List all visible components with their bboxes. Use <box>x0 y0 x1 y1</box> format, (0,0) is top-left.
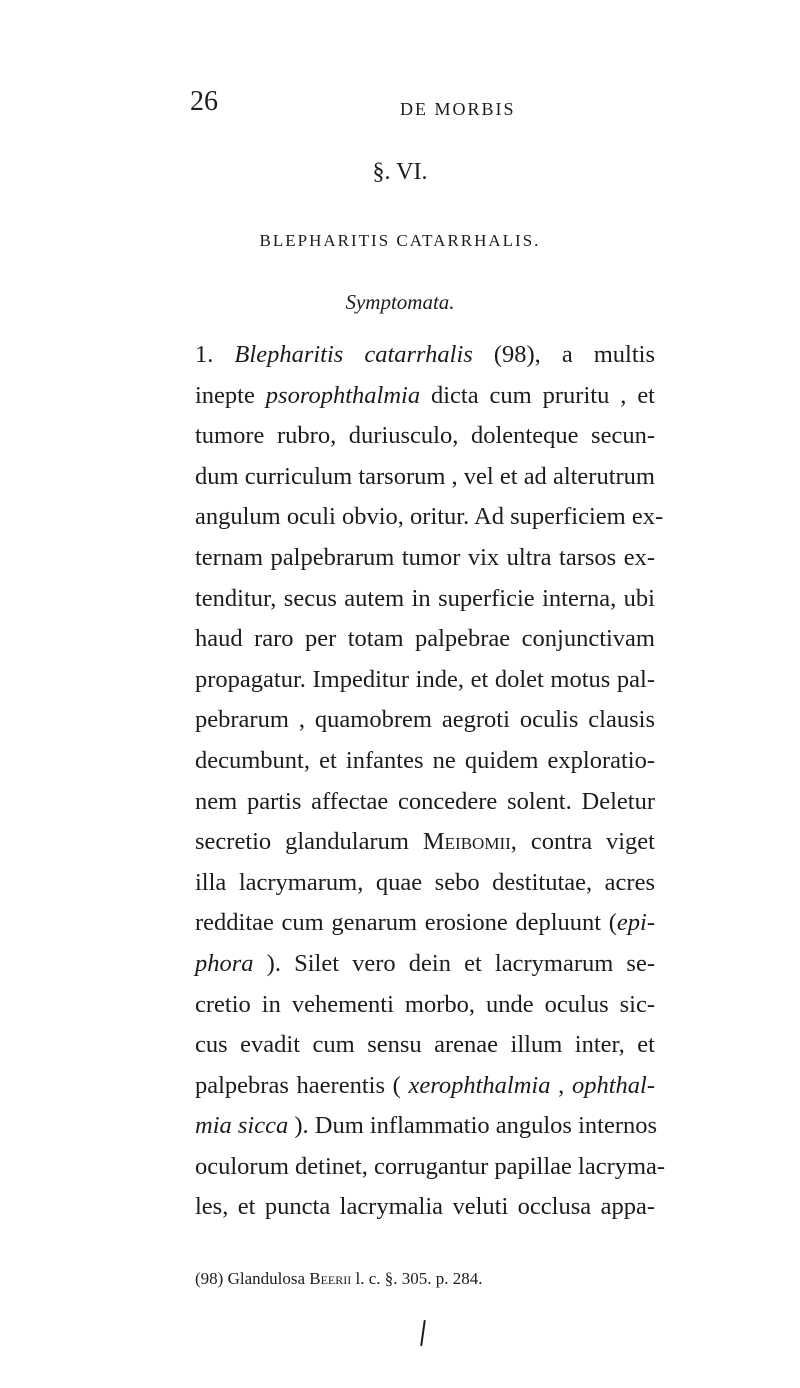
text-line <box>195 1187 655 1228</box>
text-segment: pebrarum , quamobrem aegroti oculis clausis <box>195 706 655 734</box>
text-segment: les, et puncta lacrymalia veluti occlusa appa- <box>195 1193 655 1221</box>
text-line <box>195 863 655 904</box>
text-segment: oculorum detinet, corrugantur papillae lacryma- <box>195 1152 666 1180</box>
text-segment: tenditur, secus autem in superficie interna, ubi <box>195 584 655 612</box>
text-line: secretio glandularum Meibomii, contra viget <box>195 828 655 856</box>
italic-term: phora <box>195 949 254 977</box>
text-line <box>195 1147 666 1188</box>
text-segment: dicta cum pruritu , et <box>420 381 655 409</box>
text-segment: dum curriculum tarsorum , vel et ad alterutrum <box>195 462 655 490</box>
text-line <box>195 782 655 823</box>
text-line <box>195 1066 655 1107</box>
text-line <box>195 416 655 457</box>
text-line <box>195 903 655 944</box>
text-segment: redditae cum genarum erosione depluunt ( <box>195 909 617 937</box>
text-segment: illa lacrymarum, quae sebo destitutae, acres <box>195 868 655 896</box>
running-head: DE MORBIS <box>400 99 516 119</box>
text-segment: haud raro per totam palpebrae conjunctivam <box>195 625 655 653</box>
italic-term: Blepharitis catarrhalis <box>234 341 473 368</box>
text-line <box>195 619 655 660</box>
text-line <box>195 497 664 538</box>
text-line <box>195 579 655 620</box>
text-line <box>195 1106 658 1147</box>
text-line <box>195 1025 655 1066</box>
section-number: §. VI. <box>372 159 428 185</box>
text-line <box>195 660 655 701</box>
footnote: (98) Glandulosa Beerii l. c. §. 305. p. 284. <box>195 1269 483 1288</box>
text-segment: ). Silet vero dein et lacrymarum se- <box>253 949 655 977</box>
proper-name: Meibomii <box>422 828 511 856</box>
text-segment: inepte <box>195 381 266 409</box>
italic-term: ophthal- <box>571 1071 656 1099</box>
text-segment: decumbunt, et infantes ne quidem exploratio- <box>195 746 655 774</box>
text-segment: (98), a multis <box>472 341 656 368</box>
text-segment: 1. <box>195 341 235 368</box>
text-segment: cus evadit cum sensu arenae illum inter, et <box>195 1031 655 1059</box>
text-segment: angulum oculi obvio, oritur. Ad superficiem ex- <box>195 503 664 531</box>
text-segment: ). Dum inflammatio angulos internos <box>288 1112 658 1140</box>
text-line <box>195 944 655 985</box>
text-segment: palpebras haerentis ( <box>195 1071 409 1099</box>
text-line <box>195 741 655 782</box>
proper-name: Beerii <box>309 1269 352 1288</box>
text-line <box>195 376 655 417</box>
italic-term: epi- <box>616 909 655 937</box>
text-segment: cretio in vehementi morbo, unde oculus sic- <box>195 990 655 1018</box>
subheading: Symptomata. <box>345 290 455 314</box>
italic-term: mia sicca <box>195 1112 289 1140</box>
body-text <box>195 335 666 1228</box>
text-line <box>195 700 655 741</box>
text-segment: ternam palpebrarum tumor vix ultra tarsos ex- <box>195 543 655 571</box>
text-line <box>195 985 655 1026</box>
text-segment: tumore rubro, duriusculo, dolenteque secun- <box>195 422 655 450</box>
text-line <box>195 457 655 498</box>
text-line <box>195 538 655 579</box>
text-segment: , <box>550 1071 572 1099</box>
text-line <box>195 335 655 376</box>
page-number: 26 <box>190 86 218 117</box>
signature-mark <box>420 1320 426 1346</box>
italic-term: psorophthalmia <box>265 381 421 409</box>
text-segment: propagatur. Impeditur inde, et dolet motus pal- <box>195 665 655 693</box>
section-title: BLEPHARITIS CATARRHALIS. <box>259 231 541 250</box>
text-segment: nem partis affectae concedere solent. Deletur <box>195 787 655 815</box>
italic-term: xerophthalmia <box>408 1071 551 1099</box>
